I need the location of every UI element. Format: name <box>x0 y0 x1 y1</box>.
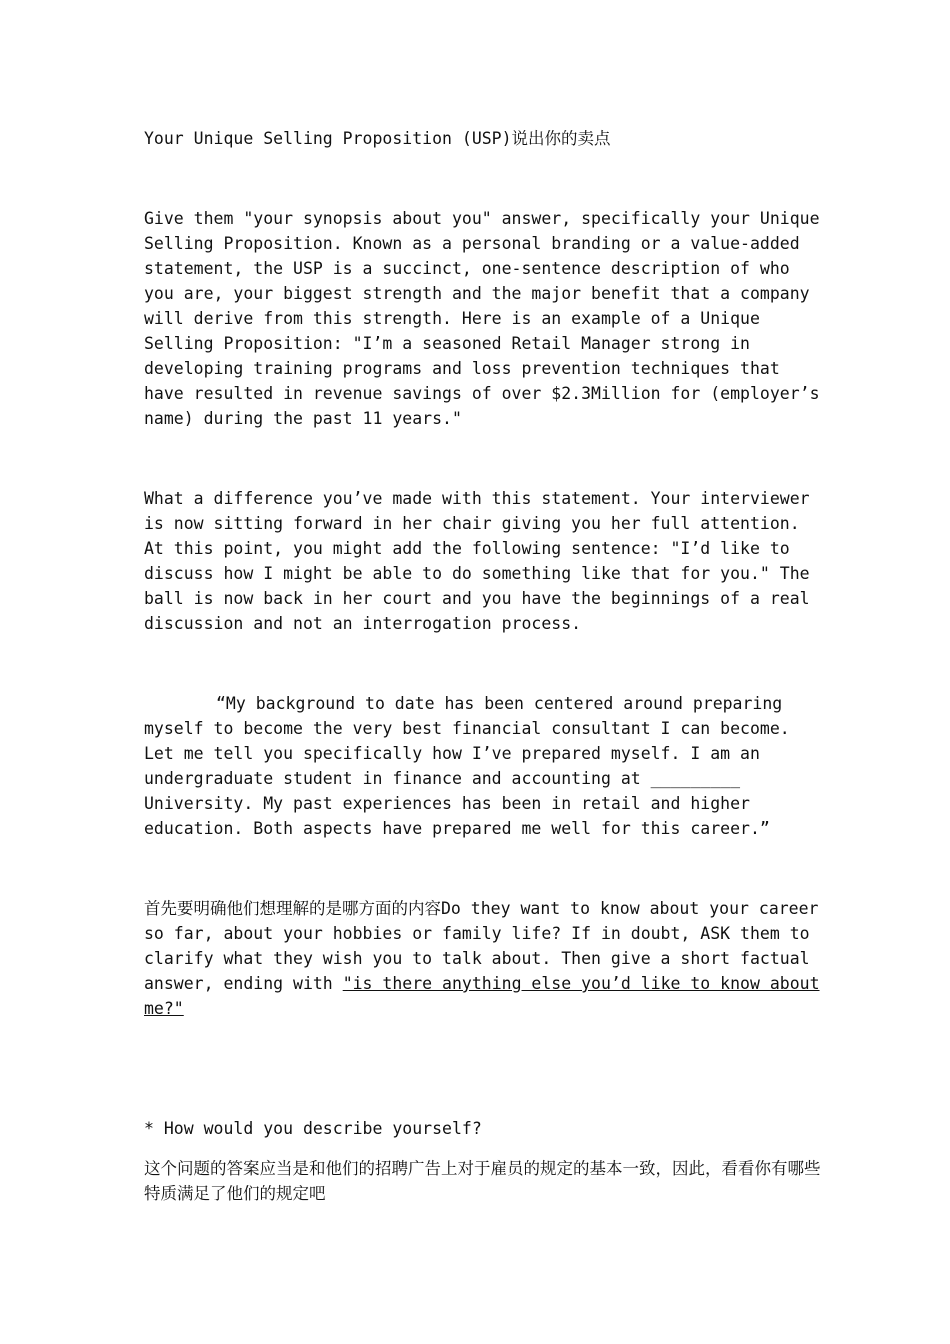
statement-paragraph: What a difference you’ve made with this statement. Your interviewer is now sitting forward in her chair giving you her full attention. At this point, you might add the following sentence: "I’d like to discuss how I might be able to do something like that for you." The ball is now back in her court and you have the beginnings of a real discussion and not an interrogation process. <box>144 489 810 633</box>
underlined-question: "is there anything else you’d like to know about me?" <box>144 974 820 1018</box>
example-answer-text: “My background to date has been centered around preparing myself to become the very best financial consultant I can become. Let me tell you specifically how I’ve prepared myself. I am an undergraduate student in finance and accounting at _________ University. My past experiences has been in retail and higher education. Both aspects have prepared me well for this career.” <box>144 694 790 838</box>
clarify-paragraph <box>144 896 824 1021</box>
section-heading: Your Unique Selling Proposition (USP)说出你的卖点 <box>144 129 611 148</box>
example-answer-paragraph <box>144 691 824 841</box>
usp-paragraph: Give them "your synopsis about you" answer, specifically your Unique Selling Proposition. Known as a personal branding or a value-added statement, the USP is a succinct, one-sentence description of who you are, your biggest strength and the major benefit that a company will derive from this strength. Here is an example of a Unique Selling Proposition: "I’m a seasoned Retail Manager strong in developing training programs and loss prevention techniques that have resulted in revenue savings of over $2.3Million for (employer’s name) during the past 11 years." <box>144 209 820 428</box>
clarify-text: 首先要明确他们想理解的是哪方面的内容Do they want to know about your career so far, about your hobbies or family life? If in doubt, ASK them to clarify what they wish you to talk about. Then give a short factual answer, ending with <box>144 899 819 993</box>
interview-question: * How would you describe yourself? <box>144 1119 482 1138</box>
question-answer: 这个问题的答案应当是和他们的招聘广告上对于雇员的规定的基本一致，因此，看看你有哪些特质满足了他们的规定吧 <box>144 1159 821 1203</box>
